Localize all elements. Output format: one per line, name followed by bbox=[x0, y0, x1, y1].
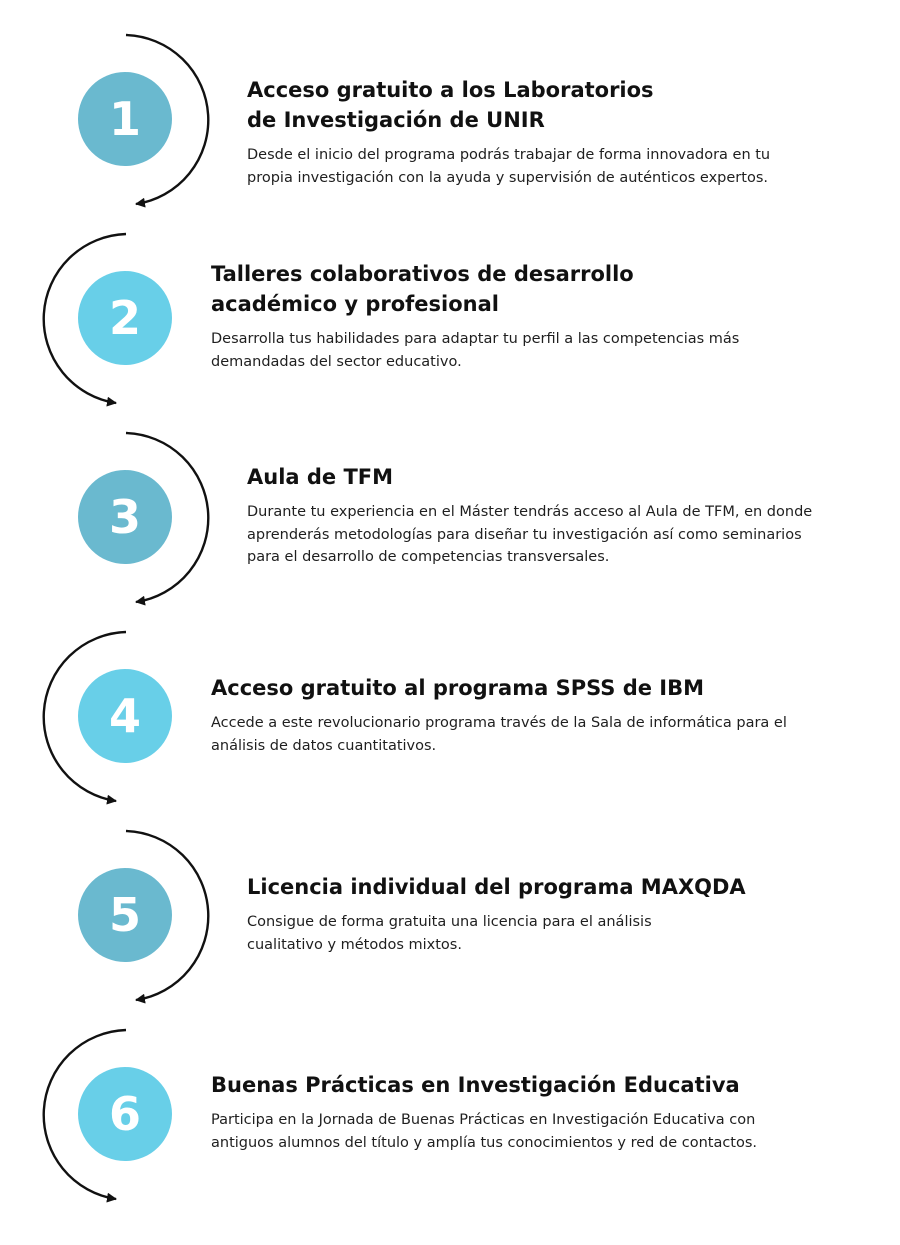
step-5-desc-line-2: cualitativo y métodos mixtos. bbox=[247, 936, 462, 953]
step-4-title bbox=[211, 673, 811, 703]
step-6-number-badge bbox=[78, 1067, 172, 1161]
step-1-title bbox=[247, 75, 847, 135]
step-1-content bbox=[247, 75, 847, 189]
step-5-title bbox=[247, 872, 847, 902]
step-5-description bbox=[247, 911, 847, 956]
step-3-number: 3 bbox=[108, 490, 141, 544]
step-3-desc-line-3: para el desarrollo de competencias transversales. bbox=[247, 549, 610, 565]
step-2-number-badge bbox=[78, 271, 172, 365]
step-3-title bbox=[247, 462, 847, 492]
step-2-title-line-1: Talleres colaborativos de desarrollo bbox=[211, 262, 634, 286]
step-3-content bbox=[247, 462, 847, 569]
step-6-desc-line-2: antiguos alumnos del título y amplía tus conocimientos y red de contactos. bbox=[211, 1134, 758, 1151]
step-2-content bbox=[211, 259, 811, 373]
step-1-title-line-2: de Investigación de UNIR bbox=[247, 108, 545, 132]
step-3-desc-line-1: Durante tu experiencia en el Máster tendrás acceso al Aula de TFM, en donde bbox=[247, 504, 813, 520]
step-4-content bbox=[211, 673, 811, 757]
step-5-title-line-1: Licencia individual del programa MAXQDA bbox=[247, 875, 746, 899]
step-1-number: 1 bbox=[108, 92, 141, 146]
step-3-description bbox=[247, 501, 847, 569]
step-5-number: 5 bbox=[108, 888, 141, 942]
step-4-number: 4 bbox=[108, 689, 141, 743]
step-1-title-line-1: Acceso gratuito a los Laboratorios bbox=[247, 78, 654, 102]
step-4-desc-line-1: Accede a este revolucionario programa través de la Sala de informática para el bbox=[211, 715, 787, 731]
step-5-content bbox=[247, 872, 847, 956]
step-5-desc-line-1: Consigue de forma gratuita una licencia para el análisis bbox=[247, 914, 652, 930]
step-4-desc-line-2: análisis de datos cuantitativos. bbox=[211, 737, 437, 754]
step-4-description bbox=[211, 712, 811, 757]
step-2-number: 2 bbox=[108, 291, 141, 345]
step-6-description bbox=[211, 1109, 811, 1154]
step-3-desc-line-2: aprenderás metodologías para diseñar tu investigación así como seminarios bbox=[247, 526, 802, 543]
step-2-desc-line-2: demandadas del sector educativo. bbox=[211, 353, 462, 370]
step-2-title-line-2: académico y profesional bbox=[211, 292, 499, 316]
step-6-content bbox=[211, 1070, 811, 1154]
step-6-title-line-1: Buenas Prácticas en Investigación Educativa bbox=[211, 1073, 740, 1097]
step-2-desc-line-1: Desarrolla tus habilidades para adaptar tu perfil a las competencias más bbox=[211, 331, 740, 347]
step-1-description bbox=[247, 144, 847, 189]
step-2-description bbox=[211, 328, 811, 373]
step-5-number-badge bbox=[78, 868, 172, 962]
step-6-desc-line-1: Participa en la Jornada de Buenas Prácticas en Investigación Educativa con bbox=[211, 1112, 756, 1128]
step-1-desc-line-2: propia investigación con la ayuda y supervisión de auténticos expertos. bbox=[247, 169, 768, 186]
step-3-number-badge bbox=[78, 470, 172, 564]
step-1-number-badge bbox=[78, 72, 172, 166]
step-6-title bbox=[211, 1070, 811, 1100]
step-1-desc-line-1: Desde el inicio del programa podrás trabajar de forma innovadora en tu bbox=[247, 147, 771, 163]
step-6-number: 6 bbox=[108, 1087, 141, 1141]
step-4-number-badge bbox=[78, 669, 172, 763]
step-2-title bbox=[211, 259, 811, 319]
step-4-title-line-1: Acceso gratuito al programa SPSS de IBM bbox=[211, 676, 705, 700]
step-3-title-line-1: Aula de TFM bbox=[247, 465, 394, 489]
